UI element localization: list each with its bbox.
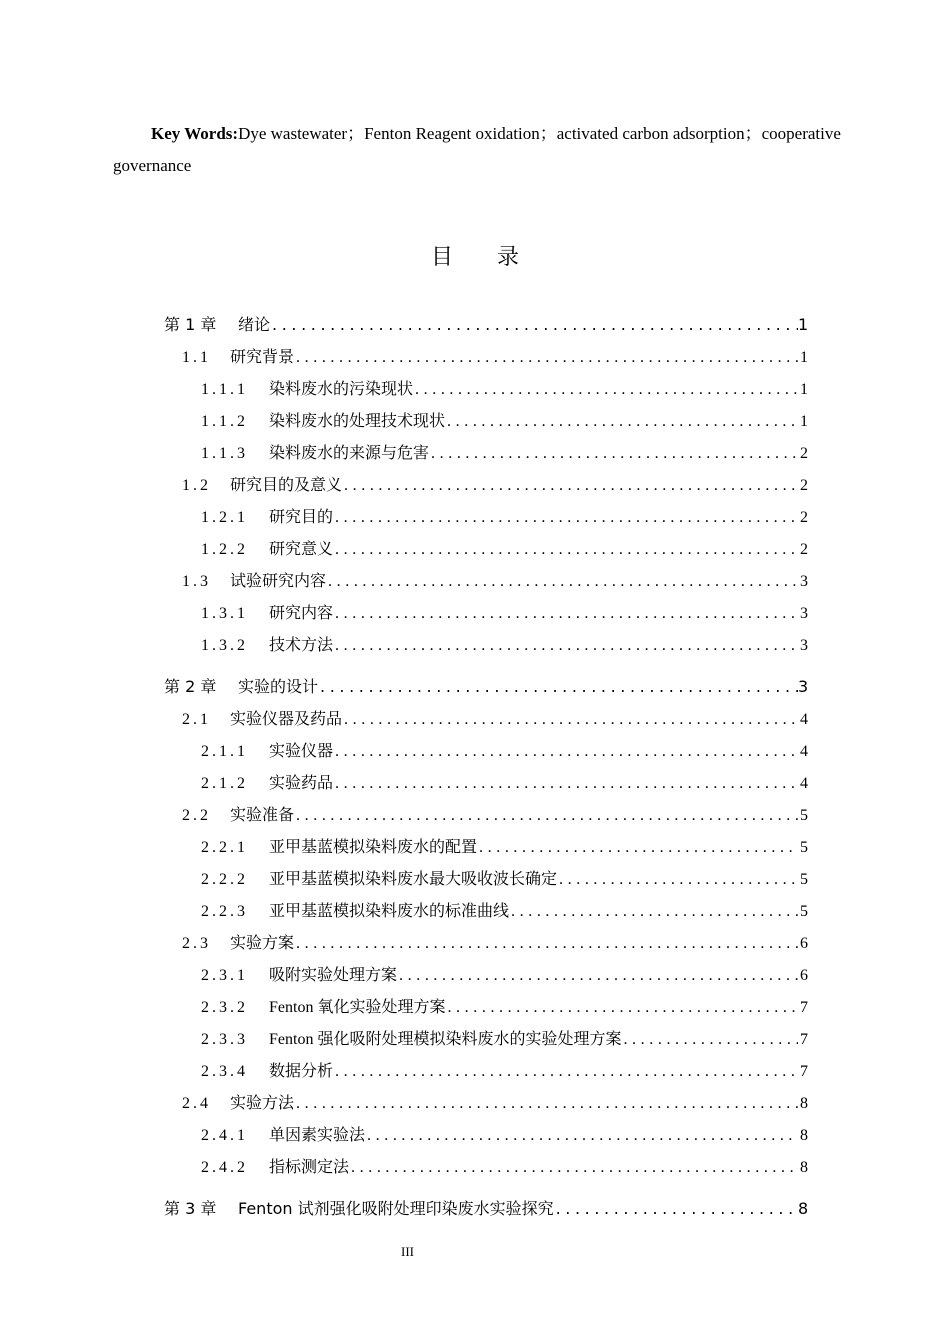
toc-entry-title: 试验研究内容 xyxy=(230,572,327,590)
toc-entry-number: 1.2.2 xyxy=(201,540,248,558)
toc-entry-page: 8 xyxy=(798,1198,809,1218)
toc-dot-leader xyxy=(335,605,798,623)
toc-dot-leader xyxy=(335,775,798,793)
toc-entry-page: 8 xyxy=(800,1158,808,1176)
toc-entry-page: 5 xyxy=(800,838,808,856)
toc-entry[interactable] xyxy=(0,403,950,435)
toc-dot-leader xyxy=(272,315,798,334)
toc-entry[interactable] xyxy=(0,765,950,797)
toc-entry-number: 2.2 xyxy=(182,806,211,824)
toc-entry-page: 8 xyxy=(800,1126,808,1144)
toc-entry-number: 1.2.1 xyxy=(201,508,248,526)
toc-entry[interactable] xyxy=(0,669,950,701)
toc-entry-title: 亚甲基蓝模拟染料废水最大吸收波长确定 xyxy=(269,870,558,888)
toc-entry[interactable] xyxy=(0,1117,950,1149)
toc-dot-leader xyxy=(559,871,798,889)
toc-entry-page: 1 xyxy=(800,348,808,366)
toc-entry-number: 2.2.3 xyxy=(201,902,248,920)
toc-dot-leader xyxy=(399,967,798,985)
toc-entry-title: 实验的设计 xyxy=(238,676,319,696)
toc-entry-page: 5 xyxy=(800,870,808,888)
toc-entry-number: 2.2.2 xyxy=(201,870,248,888)
toc-entry[interactable] xyxy=(0,499,950,531)
toc-dot-leader xyxy=(447,413,798,431)
toc-entry-title: 实验仪器 xyxy=(269,742,334,760)
keywords-paragraph xyxy=(113,118,850,182)
toc-entry-title: Fenton 强化吸附处理模拟染料废水的实验处理方案 xyxy=(269,1030,622,1048)
toc-entry[interactable] xyxy=(0,339,950,371)
toc-dot-leader xyxy=(296,807,798,825)
toc-entry[interactable] xyxy=(0,925,950,957)
toc-entry[interactable] xyxy=(0,627,950,659)
toc-entry[interactable] xyxy=(0,1053,950,1085)
toc-entry-number: 1.2 xyxy=(182,476,211,494)
toc-dot-leader xyxy=(367,1127,798,1145)
toc-entry-page: 7 xyxy=(800,998,808,1016)
keywords-text: Dye wastewater；Fenton Reagent oxidation；activated carbon adsorption；cooperative governance xyxy=(113,124,841,175)
toc-entry[interactable] xyxy=(0,733,950,765)
toc-entry-title: 亚甲基蓝模拟染料废水的配置 xyxy=(269,838,478,856)
toc-entry-number: 2.3.1 xyxy=(201,966,248,984)
toc-dot-leader xyxy=(328,573,798,591)
toc-entry-page: 2 xyxy=(800,540,808,558)
toc-entry[interactable] xyxy=(0,797,950,829)
toc-entry-number: 2.1.2 xyxy=(201,774,248,792)
toc-entry-title: 技术方法 xyxy=(269,636,334,654)
table-of-contents xyxy=(0,307,950,1223)
toc-title: 目录 xyxy=(430,245,563,270)
toc-entry-page: 3 xyxy=(800,636,808,654)
toc-entry[interactable] xyxy=(0,563,950,595)
toc-dot-leader xyxy=(335,509,798,527)
toc-entry-page: 1 xyxy=(798,314,809,334)
toc-entry-title: 染料废水的污染现状 xyxy=(269,380,414,398)
page-number: III xyxy=(401,1244,414,1259)
toc-dot-leader xyxy=(623,1031,798,1049)
toc-entry-number: 1.1.1 xyxy=(201,380,248,398)
toc-entry-number: 2.4.1 xyxy=(201,1126,248,1144)
toc-entry-number: 1.3.1 xyxy=(201,604,248,622)
toc-entry-title: 染料废水的处理技术现状 xyxy=(269,412,446,430)
toc-entry-title: 染料废水的来源与危害 xyxy=(269,444,430,462)
toc-entry-page: 5 xyxy=(800,902,808,920)
toc-entry-title: Fenton 氧化实验处理方案 xyxy=(269,998,446,1016)
toc-entry-page: 8 xyxy=(800,1094,808,1112)
toc-entry-number: 1.3.2 xyxy=(201,636,248,654)
toc-entry[interactable] xyxy=(0,531,950,563)
toc-entry-title: 研究背景 xyxy=(230,348,295,366)
toc-dot-leader xyxy=(320,677,798,696)
toc-entry[interactable] xyxy=(0,371,950,403)
toc-entry-page: 2 xyxy=(800,508,808,526)
toc-entry-title: 实验仪器及药品 xyxy=(230,710,343,728)
toc-entry-page: 4 xyxy=(800,742,808,760)
toc-entry-number: 第 2 章 xyxy=(164,676,217,696)
toc-entry-title: 实验准备 xyxy=(230,806,295,824)
toc-entry[interactable] xyxy=(0,1021,950,1053)
toc-entry-title: Fenton 试剂强化吸附处理印染废水实验探究 xyxy=(238,1198,554,1218)
toc-dot-leader xyxy=(335,743,798,761)
toc-entry-page: 6 xyxy=(800,966,808,984)
toc-entry-number: 1.3 xyxy=(182,572,211,590)
toc-dot-leader xyxy=(431,445,798,463)
toc-entry-title: 单因素实验法 xyxy=(269,1126,366,1144)
toc-entry-page: 1 xyxy=(800,412,808,430)
toc-entry[interactable] xyxy=(0,861,950,893)
toc-entry[interactable] xyxy=(0,595,950,627)
toc-dot-leader xyxy=(415,381,798,399)
toc-entry-page: 3 xyxy=(800,572,808,590)
toc-entry[interactable] xyxy=(0,1149,950,1181)
toc-dot-leader xyxy=(447,999,798,1017)
toc-entry-page: 5 xyxy=(800,806,808,824)
toc-entry-title: 研究目的及意义 xyxy=(230,476,343,494)
toc-entry-number: 2.1 xyxy=(182,710,211,728)
toc-dot-leader xyxy=(511,903,798,921)
toc-entry-page: 4 xyxy=(800,710,808,728)
toc-entry-title: 吸附实验处理方案 xyxy=(269,966,398,984)
toc-dot-leader xyxy=(296,935,798,953)
toc-entry[interactable] xyxy=(0,893,950,925)
toc-entry-number: 2.2.1 xyxy=(201,838,248,856)
toc-dot-leader xyxy=(296,349,798,367)
toc-dot-leader xyxy=(335,1063,798,1081)
toc-entry[interactable] xyxy=(0,435,950,467)
toc-entry-page: 3 xyxy=(800,604,808,622)
toc-dot-leader xyxy=(335,637,798,655)
toc-dot-leader xyxy=(344,477,798,495)
toc-entry-number: 2.3 xyxy=(182,934,211,952)
toc-entry-title: 实验方法 xyxy=(230,1094,295,1112)
toc-entry-number: 1.1 xyxy=(182,348,211,366)
toc-entry[interactable] xyxy=(0,701,950,733)
toc-entry[interactable] xyxy=(0,467,950,499)
toc-dot-leader xyxy=(479,839,798,857)
toc-entry-page: 7 xyxy=(800,1030,808,1048)
toc-dot-leader xyxy=(335,541,798,559)
toc-entry-number: 2.4 xyxy=(182,1094,211,1112)
toc-entry-title: 亚甲基蓝模拟染料废水的标准曲线 xyxy=(269,902,510,920)
toc-entry[interactable] xyxy=(0,1085,950,1117)
toc-entry[interactable] xyxy=(0,307,950,339)
toc-dot-leader xyxy=(296,1095,798,1113)
toc-entry-page: 4 xyxy=(800,774,808,792)
toc-entry-title: 实验药品 xyxy=(269,774,334,792)
toc-entry[interactable] xyxy=(0,989,950,1021)
toc-entry-number: 2.3.4 xyxy=(201,1062,248,1080)
toc-entry-number: 第 3 章 xyxy=(164,1198,217,1218)
toc-entry-title: 绪论 xyxy=(238,314,271,334)
toc-entry[interactable] xyxy=(0,1191,950,1223)
toc-dot-leader xyxy=(351,1159,798,1177)
toc-dot-leader xyxy=(556,1199,798,1218)
toc-entry[interactable] xyxy=(0,957,950,989)
toc-entry-page: 3 xyxy=(798,676,809,696)
toc-entry-page: 1 xyxy=(800,380,808,398)
toc-entry-title: 实验方案 xyxy=(230,934,295,952)
toc-entry[interactable] xyxy=(0,829,950,861)
toc-entry-number: 1.1.2 xyxy=(201,412,248,430)
toc-entry-number: 2.4.2 xyxy=(201,1158,248,1176)
toc-entry-title: 数据分析 xyxy=(269,1062,334,1080)
toc-entry-number: 2.1.1 xyxy=(201,742,248,760)
toc-entry-number: 2.3.2 xyxy=(201,998,248,1016)
toc-dot-leader xyxy=(344,711,798,729)
toc-entry-number: 1.1.3 xyxy=(201,444,248,462)
toc-entry-title: 研究意义 xyxy=(269,540,334,558)
toc-entry-page: 2 xyxy=(800,476,808,494)
toc-entry-number: 2.3.3 xyxy=(201,1030,248,1048)
toc-entry-page: 6 xyxy=(800,934,808,952)
toc-entry-title: 指标测定法 xyxy=(269,1158,350,1176)
toc-entry-page: 2 xyxy=(800,444,808,462)
keywords-label: Key Words: xyxy=(151,124,239,143)
toc-entry-page: 7 xyxy=(800,1062,808,1080)
toc-entry-title: 研究目的 xyxy=(269,508,334,526)
toc-entry-title: 研究内容 xyxy=(269,604,334,622)
toc-entry-number: 第 1 章 xyxy=(164,314,217,334)
